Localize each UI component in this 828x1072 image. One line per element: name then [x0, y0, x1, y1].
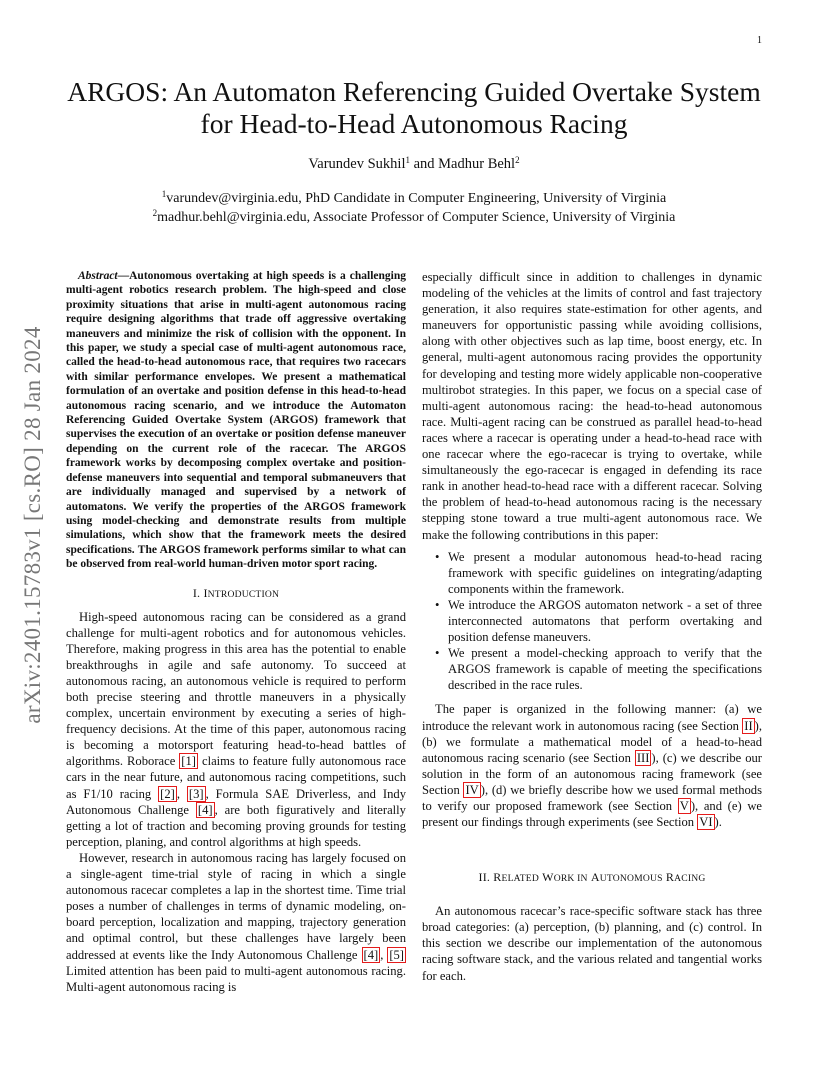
affiliation-1-sup: 1: [161, 189, 167, 199]
section-title-initial: R: [493, 870, 502, 885]
page-number: 1: [757, 35, 762, 46]
list-item-text: We introduce the ARGOS automaton network - a set of three interconnected automatons that perform overtaking and position defense maneuvers.: [448, 597, 762, 645]
citation-link[interactable]: [3]: [188, 786, 204, 801]
list-item: [422, 549, 762, 597]
author-list: [40, 156, 788, 173]
section-link[interactable]: IV: [465, 782, 479, 797]
text-span: ), (d) we briefly describe how we used formal methods to verify our proposed framework (see Section: [422, 782, 762, 813]
title-line-1: ARGOS: An Automaton Referencing Guided Overtake System: [67, 76, 761, 107]
section-title-rest: ACING: [674, 873, 706, 885]
text-span: claims to feature fully autonomous race cars in the near future, and autonomous racing competitions, such as F1/10 racing: [66, 754, 406, 801]
text-span: ), (b) we formulate a mathematical model of a head-to-head autonomous racing scenario (see Section: [422, 718, 762, 765]
left-column: [66, 269, 406, 995]
text-span: , Formula SAE Driverless, and Indy Autonomous Challenge: [66, 786, 406, 817]
author-1-sup: 1: [405, 155, 410, 165]
section-numeral: II.: [478, 870, 491, 885]
list-item: [422, 597, 762, 645]
text-span: ,: [176, 786, 187, 801]
affiliations: [40, 189, 788, 227]
text-span: High-speed autonomous racing can be considered as a grand challenge for multi-agent robotics and for autonomous vehicles. Therefore, making progress in this area has the potential to enable breakthroughs in agile and safe autonomy. To succeed at autonomous racing, an autonomous vehicle is required to perform both precise steering and throttle maneuvers in a physically complex, uncertain environment by executing a series of high-frequency decisions. At the time of this paper, autonomous racing is becoming a motorsport featuring head-to-head battles of algorithms. Roborace: [66, 609, 406, 769]
section-title-initial: A: [590, 870, 600, 885]
section-title-initial: W: [542, 870, 554, 885]
text-span: ).: [714, 815, 722, 830]
affiliation-2-sup: 2: [152, 208, 158, 218]
affiliation-2-text: madhur.behl@virginia.edu, Associate Professor of Computer Science, University of Virginia: [157, 210, 676, 225]
bullet-icon: •: [435, 549, 440, 564]
section-title-rest: NTRODUCTION: [207, 588, 280, 600]
intro-paragraph-3: especially difficult since in addition to challenges in dynamic modeling of the vehicles at the limits of control and fast trajectory generation, it also requires state-estimation for other agents, and maneuvers for opportunistic passing while avoiding collisions, along with other objectives such as lap time, boost energy, etc. In general, multi-agent autonomous racing provides the opportunity for developing and testing more widely applicable non-cooperative multirobot strategies. In this paper, we focus on a special case of multi-agent autonomous racing: the head-to-head autonomous race. Multi-agent racing can be construed as parallel head-to-head races where a racecar is operating under a head-to-head race with one racecar where the ego-racecar is trying to overtake, while simultaneously the ego-racecar is engaged in defending its race rank in another head-to-head race with a different racecar. Solving the problem of head-to-head autonomous racing is the necessary stepping stone toward a true multi-agent autonomous race. We make the following contributions in this paper:: [422, 270, 762, 542]
section-title-initial: R: [665, 870, 675, 885]
text-span: However, research in autonomous racing has largely focused on a single-agent time-trial style of racing in which a single autonomous racecar completes a lap in the shortest time. Time trial poses a number of challenges in terms of dynamic modeling, on-board perception, localization and mapping, trajectory generation and optimal control, but these challenges have largely been addressed at events like the Indy Autonomous Challenge: [66, 850, 406, 962]
bullet-icon: •: [435, 597, 440, 612]
intro-paragraph-2: [66, 850, 406, 995]
bullet-icon: •: [435, 646, 440, 661]
intro-paragraph-1: [66, 609, 406, 850]
section-title-initial: I: [203, 585, 208, 600]
text-span: The paper is organized in the following manner: (a) we introduce the relevant work in autonomous racing (see Section: [422, 702, 762, 733]
section-heading-related-work: [422, 870, 762, 885]
text-span: , are both figuratively and literally getting a lot of traction and becoming proving grounds for testing perception, planing, and control algorithms at high speeds.: [66, 802, 406, 849]
arxiv-stamp: [15, 290, 51, 760]
author-1: Varundev Sukhil: [308, 156, 406, 172]
citation-link[interactable]: [1]: [181, 754, 196, 769]
section-link[interactable]: VI: [699, 815, 713, 830]
list-item: [422, 645, 762, 693]
section-heading-introduction: [66, 586, 406, 601]
section-title-rest: ELATED: [501, 873, 539, 885]
text-span: ,: [380, 947, 388, 962]
section-numeral: I.: [192, 585, 201, 600]
affiliation-1-text: varundev@virginia.edu, PhD Candidate in Computer Engineering, University of Virginia: [166, 191, 667, 206]
paper-title: [40, 76, 788, 140]
citation-link[interactable]: [4]: [363, 947, 379, 962]
text-span: ), (c) we describe our solution in the form of an autonomous racing framework (see Section: [422, 750, 763, 797]
related-work-paragraph-1: An autonomous racecar’s race-specific software stack has three broad categories: (a) perception, (b) planning, and (c) control. In this section we describe our implementation of the autonomous racing software stack, and the various related and tangential works for each.: [422, 904, 762, 983]
text-span: ), and (e) we present our findings through experiments (see Section: [422, 799, 763, 830]
section-title-rest: ORK IN: [553, 873, 588, 885]
arxiv-stamp-text: arXiv:2401.15783v1 [cs.RO] 28 Jan 2024: [20, 326, 45, 724]
contribution-list: [422, 549, 762, 694]
citation-link[interactable]: [4]: [197, 802, 213, 817]
affiliation-1: [40, 189, 788, 208]
citation-link[interactable]: [5]: [389, 947, 404, 962]
text-span: Limited attention has been paid to multi-agent autonomous racing. Multi-agent autonomous racing is: [66, 963, 406, 994]
section-title-rest: UTONOMOUS: [599, 873, 663, 885]
section-link[interactable]: V: [679, 799, 689, 813]
author-2-sup: 2: [515, 155, 520, 165]
affiliation-2: [40, 208, 788, 227]
title-line-2: for Head-to-Head Autonomous Racing: [200, 108, 628, 139]
abstract: [66, 269, 406, 572]
abstract-label: Abstract: [78, 270, 118, 282]
list-item-text: We present a model-checking approach to verify that the ARGOS framework is capable of meeting the specifications described in the race rules.: [448, 646, 762, 693]
list-item-text: We present a modular autonomous head-to-head racing framework with specific guidelines on integrating/adapting components within the framework.: [448, 549, 762, 596]
right-column: [422, 269, 762, 984]
intro-paragraph-4: [422, 701, 762, 830]
section-link[interactable]: III: [636, 750, 650, 765]
author-2: Madhur Behl: [438, 156, 516, 172]
citation-link[interactable]: [2]: [160, 786, 175, 801]
section-link[interactable]: II: [744, 718, 753, 733]
abstract-text: —Autonomous overtaking at high speeds is a challenging multi-agent robotics research problem. The high-speed and close proximity situations that arise in multi-agent autonomous racing require designing algorithms that trade off aggressive overtaking maneuvers and minimize the risk of collision with the opponent. In this paper, we study a special case of multi-agent autonomous race, called the head-to-head autonomous race, that requires two racecars with similar performance envelopes. We present a mathematical formulation of an overtake and position defense in this head-to-head autonomous racing scenario, and we introduce the Automaton Referencing Guided Overtake System (ARGOS) framework that supervises the execution of an overtake or position defense maneuver depending on the current role of the racecar. The ARGOS framework works by decomposing complex overtake and position-defense maneuvers into sequential and temporal submaneuvers that are individually managed and supervised by a network of automatons. We verify the properties of the ARGOS framework using model-checking and demonstrate results from multiple simulations, which show that the framework meets the desired specifications. The ARGOS framework performs similar to what can be observed from real-world human-driven motor sport racing.: [66, 270, 406, 571]
author-conjunction: and: [409, 156, 439, 172]
